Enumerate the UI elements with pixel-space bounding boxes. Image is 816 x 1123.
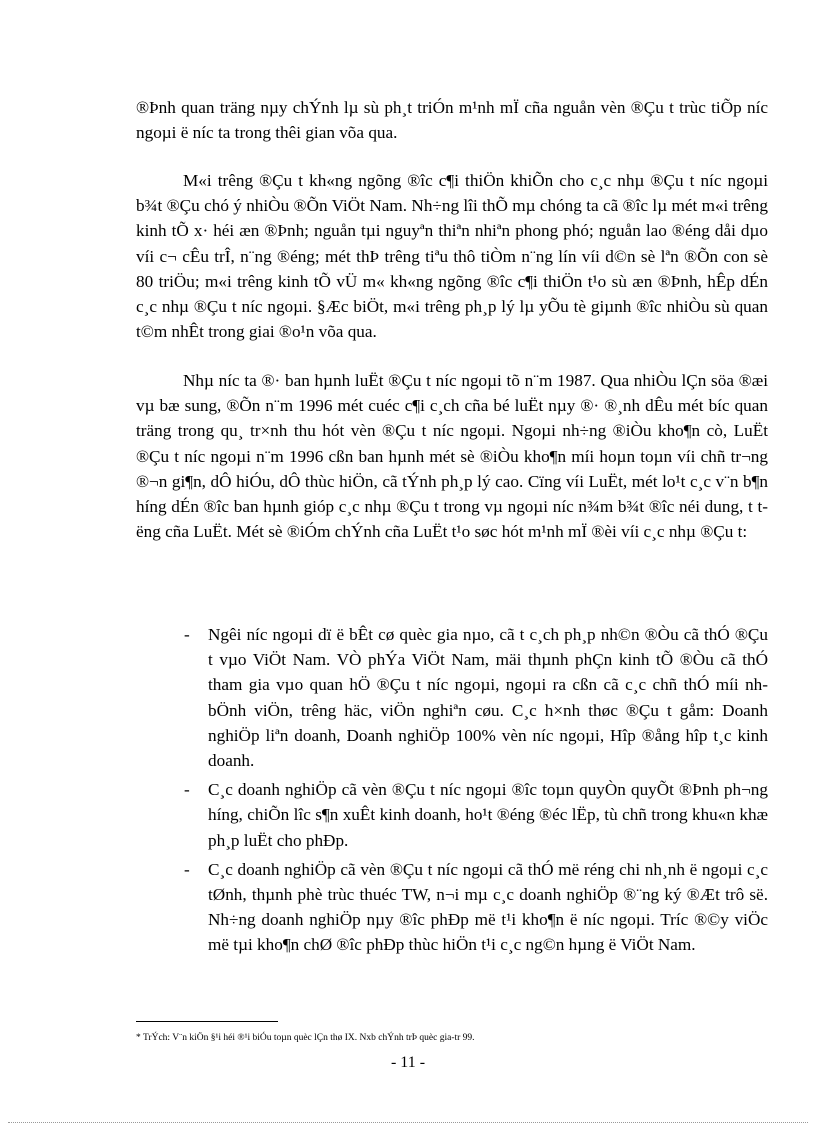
bullet-dash: - [184, 780, 190, 800]
list-item [184, 857, 768, 958]
paragraph-2-text: M«i trêng ®Çu t kh«ng ngõng ®îc c¶i thiÖn khiÕn cho c¸c nhµ ®Çu t níc ngoµi b¾t ®Çu chó ý nhiÒu ®Õn ViÖt Nam. Nh÷ng lîi thÕ mµ chóng ta cã ®îc lµ mét m«i trêng kinh tÕ x· héi æn ®Þnh; nguån tµi nguyªn thiªn nhiªn phong phó; nguån lao ®éng dåi dµo víi c¬ cÊu trÎ, n¨ng ®éng; mét thÞ trêng tiªu thô tiÒm n¨ng lín víi d©n sè lªn ®Õn con sè 80 triÖu; m«i trêng kinh tÕ vÜ m« kh«ng ngõng ®îc c¶i thiÖn t¹o sù æn ®Þnh, hÊp dÉn c¸c nhµ ®Çu t níc ngoµi. §Æc biÖt, m«i trêng ph¸p lý lµ yÕu tè giµnh ®îc nhiÒu sù quan t©m nhÊt trong giai ®o¹n võa qua. [136, 171, 768, 342]
bullet-text-3: C¸c doanh nghiÖp cã vèn ®Çu t níc ngoµi cã thÓ më réng chi nh¸nh ë ngoµi c¸c tØnh, thµnh phè trùc thuéc TW, n¬i mµ c¸c doanh nghiÖp ®¨ng ký ®Æt trô së. Nh÷ng doanh nghiÖp nµy ®îc phÐp më t¹i kho¶n ë níc ngoµi. Tríc ®©y viÖc më tµi kho¶n chØ ®îc phÐp thùc hiÖn t¹i c¸c ng©n hµng ë ViÖt Nam. [208, 859, 768, 955]
bullet-dash: - [184, 859, 190, 879]
bullet-list [184, 622, 768, 962]
list-item [184, 777, 768, 853]
paragraph-3-text: Nhµ níc ta ®· ban hµnh luËt ®Çu t níc ngoµi tõ n¨m 1987. Qua nhiÒu lÇn söa ®æi vµ bæ sung, ®Õn n¨m 1996 mét cuéc c¶i c¸ch cña bé luËt nµy ®· ®¸nh dÊu mét bíc quan träng trong qu¸ tr×nh thu hót vèn ®Çu t níc ngoµi. Ngoµi nh÷ng ®iÒu kho¶n cò, LuËt ®Çu t níc ngoµi n¨m 1996 cßn ban hµnh mét sè ®iÒu kho¶n míi hoµn toµn víi chñ tr¬ng ®¬n gi¶n, dÔ hiÓu, dÔ thùc hiÖn, cã tÝnh ph¸p lý cao. Cïng víi LuËt, mét lo¹t c¸c v¨n b¶n híng dÉn ®îc ban hµnh gióp c¸c nhµ ®Çu t trong vµ ngoµi níc n¾m b¾t ®îc néi dung, t tëng cña LuËt. Mét sè ®iÓm chÝnh cña LuËt t¹o søc hót m¹nh mÏ ®èi víi c¸c nhµ ®Çu t: [136, 371, 768, 542]
bullet-text-1: Ngêi níc ngoµi dï ë bÊt cø quèc gia nµo, cã t c¸ch ph¸p nh©n ®Òu cã thÓ ®Çu t vµo ViÖt Nam. VÒ phÝa ViÖt Nam, mäi thµnh phÇn kinh tÕ ®Òu cã thÓ tham gia vµo quan hÖ ®Çu t níc ngoµi, ngoµi ra cßn cã c¸c chñ thÓ míi nh bÖnh viÖn, trêng häc, viÖn nghiªn cøu. C¸c h×nh thøc ®Çu t gåm: Doanh nghiÖp liªn doanh, Doanh nghiÖp 100% vèn níc ngoµi, Hîp ®ång hîp t¸c kinh doanh. [208, 625, 768, 771]
page-number: - 11 - [390, 1054, 426, 1071]
paragraph-1-text: ®Þnh quan träng nµy chÝnh lµ sù ph¸t triÓn m¹nh mÏ cña nguån vèn ®Çu t trùc tiÕp níc ngoµi ë níc ta trong thêi gian võa qua. [136, 98, 768, 143]
bullet-dash: - [184, 625, 190, 644]
footnote: * TrÝch: V¨n kiÖn §¹i héi ®¹i biÓu toµn quèc lÇn thø IX. Nxb chÝnh trÞ quèc gia-tr 99. [136, 1033, 475, 1043]
paragraph-1 [136, 95, 768, 145]
paragraph-2 [136, 168, 768, 344]
list-item [184, 622, 768, 773]
footnote-separator [136, 1021, 278, 1022]
paragraph-3 [136, 368, 768, 544]
bullet-text-2: C¸c doanh nghiÖp cã vèn ®Çu t níc ngoµi ®îc toµn quyÒn quyÕt ®Þnh ph¬ng híng, chiÕn lîc s¶n xuÊt kinh doanh, ho¹t ®éng ®éc lËp, tù chñ trong khu«n khæ ph¸p luËt cho phÐp. [208, 780, 768, 850]
